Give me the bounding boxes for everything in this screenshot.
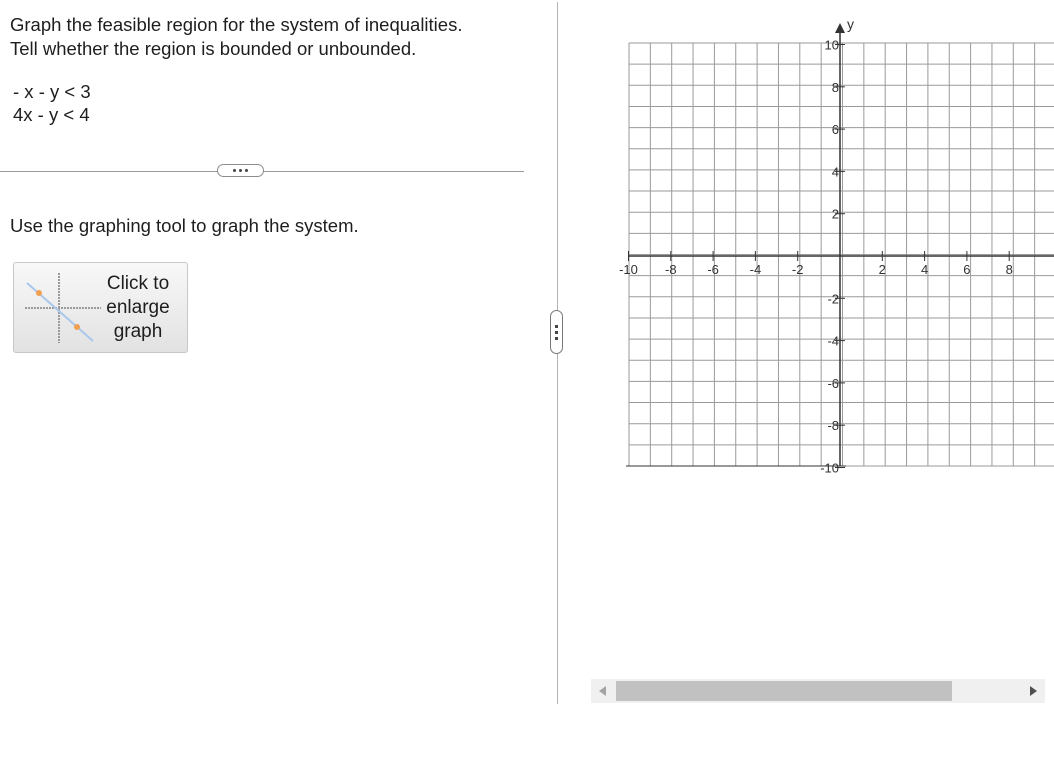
x-tick-label: 8 xyxy=(1005,262,1013,277)
y-tick-label: -8 xyxy=(827,418,839,434)
x-tick-label: -2 xyxy=(791,262,804,277)
question-prompt xyxy=(10,13,462,61)
inequality-1: - x - y < 3 xyxy=(13,81,91,102)
expand-more-button[interactable] xyxy=(217,164,264,177)
y-tick-label: 8 xyxy=(831,79,839,95)
scroll-left-icon[interactable] xyxy=(599,686,606,696)
y-tick-label: -6 xyxy=(827,375,839,391)
dot-icon xyxy=(233,169,236,172)
horizontal-scrollbar[interactable] xyxy=(591,679,1045,703)
y-tick-label: 6 xyxy=(831,122,839,138)
dot-icon xyxy=(239,169,242,172)
y-tick-label: -2 xyxy=(827,291,839,307)
dot-icon xyxy=(245,169,248,172)
inequality-2: 4x - y < 4 xyxy=(13,104,90,125)
prompt-line-2: Tell whether the region is bounded or unbounded. xyxy=(10,38,417,59)
dot-icon xyxy=(555,337,558,340)
enlarge-label-line: Click to xyxy=(106,273,170,294)
y-axis-label: y xyxy=(847,16,854,32)
enlarge-label-line: graph xyxy=(113,321,163,342)
instruction-text: Use the graphing tool to graph the system. xyxy=(10,215,359,236)
coordinate-grid[interactable] xyxy=(600,0,1054,480)
x-tick-label: -8 xyxy=(665,262,677,277)
grid-lines xyxy=(629,43,1054,466)
dot-icon xyxy=(555,325,558,328)
x-tick-label: 6 xyxy=(963,262,971,277)
axes xyxy=(626,23,1054,466)
enlarge-label-line: enlarge xyxy=(106,297,170,318)
dot-icon xyxy=(555,331,558,334)
graph-thumbnail-icon xyxy=(23,271,103,345)
enlarge-label xyxy=(102,272,174,344)
y-tick-label: 4 xyxy=(831,164,839,180)
y-tick-label: -4 xyxy=(827,333,839,349)
question-pane xyxy=(0,0,525,760)
y-tick-label: -10 xyxy=(820,460,839,476)
x-tick-label: -4 xyxy=(749,262,762,277)
inequality-system xyxy=(13,80,91,126)
scroll-right-icon[interactable] xyxy=(1030,686,1037,696)
prompt-line-1: Graph the feasible region for the system of inequalities. xyxy=(10,14,463,35)
x-tick-label: 2 xyxy=(878,262,886,277)
enlarge-graph-button[interactable] xyxy=(13,262,188,353)
y-tick-label: 10 xyxy=(824,37,839,53)
y-tick-label: 2 xyxy=(831,206,839,222)
scrollbar-thumb[interactable] xyxy=(616,681,952,701)
y-axis-arrow-icon xyxy=(835,23,845,33)
x-tick-label: -6 xyxy=(707,262,719,277)
x-tick-label: -10 xyxy=(619,262,638,277)
x-tick-label: 4 xyxy=(920,262,929,277)
pane-resize-handle[interactable] xyxy=(550,310,563,354)
